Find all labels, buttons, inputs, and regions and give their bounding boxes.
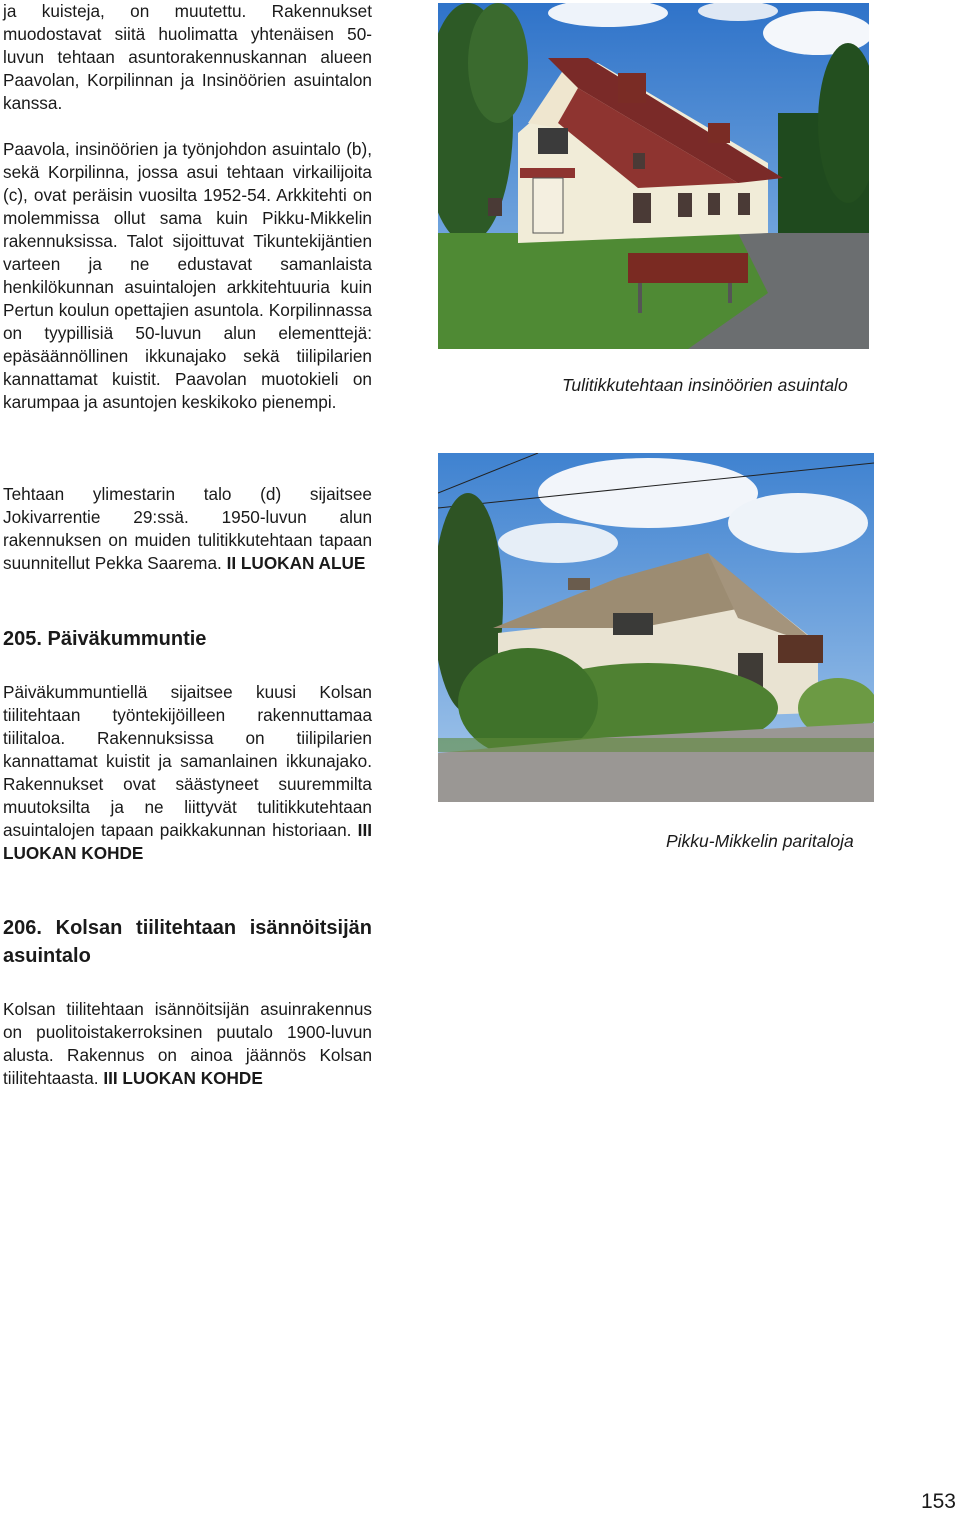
paragraph-ylimestari: [3, 483, 372, 575]
paragraph-text: Päiväkummuntiellä sijaitsee kuusi Kolsan tiilitehtaan työntekijöilleen rakennuttamaa tiilitaloa. Rakennuksissa on tiilipilarien kannattamat kuistit ja samanlainen ikkunajako. Rakennukset ovat säästyneet suuremmilta muutoksilta ja ne liittyvät tulitikkutehtaan asuintalojen tapaan paikkakunnan historiaan.: [3, 682, 372, 840]
heading-206: 206. Kolsan tiilitehtaan isännöitsijän asuintalo: [3, 917, 372, 967]
class-label: III LUOKAN KOHDE: [103, 1068, 263, 1088]
paragraph-intro: ja kuisteja, on muutettu. Rakennukset muodostavat siitä huolimatta yhtenäisen 50-luvun tehtaan asuntorakennuskannan alueen Paavolan, Korpilinnan ja Insinöörien asuintalon kanssa.: [3, 1, 372, 113]
paragraph-paivakummuntie: [3, 681, 372, 865]
photo-caption: Pikku-Mikkelin paritaloja: [666, 831, 854, 851]
paragraph-text: Tehtaan ylimestarin talo (d) sijaitsee Jokivarrentie 29:ssä. 1950-luvun alun rakennuksen on muiden tulitikkutehtaan tapaan suunnitellut Pekka Saarema.: [3, 484, 372, 573]
class-label: II LUOKAN ALUE: [226, 553, 366, 573]
paragraph-text: Kolsan tiilitehtaan isännöitsijän asuinrakennus on puolitoistakerroksinen puutalo 1900-luvun alusta. Rakennus on ainoa jäännös Kolsan tiilitehtaasta.: [3, 999, 372, 1088]
photo-engineers-house: [438, 3, 869, 349]
heading-205: 205. Päiväkummuntie: [3, 628, 207, 650]
photo-pikku-mikkeli: [438, 453, 874, 802]
page-number: 153: [920, 1490, 956, 1513]
paragraph-paavola: Paavola, insinöörien ja työnjohdon asuintalo (b), sekä Korpilinna, jossa asui tehtaan virkailijoita (c), ovat peräisin vuosilta 1952-54. Arkkitehti on molemmissa ollut sama kuin Pikku-Mikkelin rakennuksissa. Talot sijoittuvat Tikuntekijäntien varteen ja ne edustavat samanlaista henkilökunnan asuintalojen arkkitehtuuria kuin Pertun koulun opettajien asuntola. Korpilinnassa on tyypillisiä 50-luvun alun elementtejä: epäsäännöllinen ikkunajako sekä tiilipilarien kannattamat kuistit. Paavolan muotokieli on karumpaa ja asuntojen keskikoko pienempi.: [3, 139, 372, 412]
paragraph-kolsa: [3, 998, 372, 1090]
photo-caption: Tulitikkutehtaan insinöörien asuintalo: [562, 375, 848, 395]
class-label: III LUOKAN KOHDE: [3, 820, 372, 863]
